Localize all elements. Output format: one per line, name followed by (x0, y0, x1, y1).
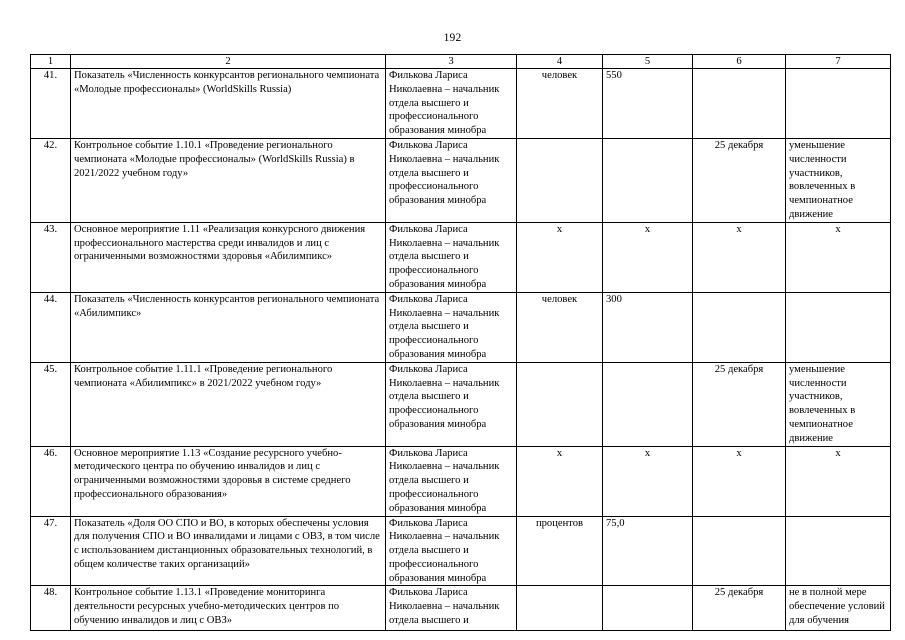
row-unit (517, 138, 603, 222)
row-name: Контрольное событие 1.13.1 «Проведение мониторинга деятельности ресурсных учебно-методических центров по обучению инвалидов и лиц с ОВЗ» (71, 586, 386, 631)
row-deadline: 25 декабря (693, 586, 786, 631)
row-responsible: Филькова Лариса Николаевна – начальник отдела высшего и (386, 586, 517, 631)
row-value (603, 586, 693, 631)
row-responsible: Филькова Лариса Николаевна – начальник отдела высшего и профессионального образования минобра (386, 292, 517, 362)
row-number: 48. (31, 586, 71, 631)
row-deadline: 25 декабря (693, 362, 786, 446)
row-name: Контрольное событие 1.11.1 «Проведение регионального чемпионата «Абилимпикс» в 2021/2022 учебном году» (71, 362, 386, 446)
row-deadline (693, 69, 786, 139)
row-name: Показатель «Численность конкурсантов регионального чемпионата «Молодые профессионалы» (WorldSkills Russia) (71, 69, 386, 139)
row-value (603, 362, 693, 446)
plan-table (30, 54, 891, 631)
row-value: x (603, 222, 693, 292)
table-row (31, 446, 891, 516)
table-row (31, 586, 891, 631)
table-row (31, 362, 891, 446)
table-row (31, 222, 891, 292)
row-deadline: 25 декабря (693, 138, 786, 222)
row-note: уменьшение численности участников, вовлеченных в чемпионатное движение (786, 138, 891, 222)
row-responsible: Филькова Лариса Николаевна – начальник отдела высшего и профессионального образования минобра (386, 69, 517, 139)
row-name: Основное мероприятие 1.11 «Реализация конкурсного движения профессионального мастерства среди инвалидов и лиц с ограниченными возможностями здоровья «Абилимпикс» (71, 222, 386, 292)
row-name: Контрольное событие 1.10.1 «Проведение регионального чемпионата «Молодые профессионалы» (WorldSkills Russia) в 2021/2022 учебном году» (71, 138, 386, 222)
row-number: 46. (31, 446, 71, 516)
row-number: 42. (31, 138, 71, 222)
row-note (786, 516, 891, 586)
row-unit (517, 586, 603, 631)
row-unit (517, 362, 603, 446)
row-note: не в полной мере обеспечение условий для обучения (786, 586, 891, 631)
row-name: Показатель «Доля ОО СПО и ВО, в которых обеспечены условия для получения СПО и ВО инвалидами и лицами с ОВЗ, в том числе с использованием дистанционных образовательных технологий, в общем количестве таких организаций» (71, 516, 386, 586)
table-row (31, 292, 891, 362)
row-unit: человек (517, 69, 603, 139)
row-number: 45. (31, 362, 71, 446)
row-value: 75,0 (603, 516, 693, 586)
row-value: 550 (603, 69, 693, 139)
column-header-1: 1 (31, 55, 71, 69)
row-deadline: x (693, 222, 786, 292)
column-header-5: 5 (603, 55, 693, 69)
row-note: уменьшение численности участников, вовлеченных в чемпионатное движение (786, 362, 891, 446)
row-unit: x (517, 222, 603, 292)
row-value: x (603, 446, 693, 516)
table-row (31, 516, 891, 586)
row-responsible: Филькова Лариса Николаевна – начальник отдела высшего и профессионального образования минобра (386, 222, 517, 292)
table-row (31, 138, 891, 222)
column-header-2: 2 (71, 55, 386, 69)
row-deadline (693, 292, 786, 362)
row-note (786, 292, 891, 362)
row-responsible: Филькова Лариса Николаевна – начальник отдела высшего и профессионального образования минобра (386, 446, 517, 516)
row-note: x (786, 222, 891, 292)
row-name: Основное мероприятие 1.13 «Создание ресурсного учебно-методического центра по обучению инвалидов и лиц с ограниченными возможностями здоровья в системе среднего профессионального образования» (71, 446, 386, 516)
table-row (31, 69, 891, 139)
page-number: 192 (443, 32, 462, 44)
row-number: 47. (31, 516, 71, 586)
row-note (786, 69, 891, 139)
column-number-row (31, 55, 891, 69)
row-name: Показатель «Численность конкурсантов регионального чемпионата «Абилимпикс» (71, 292, 386, 362)
row-unit: человек (517, 292, 603, 362)
column-header-7: 7 (786, 55, 891, 69)
row-number: 43. (31, 222, 71, 292)
column-header-6: 6 (693, 55, 786, 69)
row-number: 41. (31, 69, 71, 139)
row-responsible: Филькова Лариса Николаевна – начальник отдела высшего и профессионального образования минобра (386, 362, 517, 446)
row-responsible: Филькова Лариса Николаевна – начальник отдела высшего и профессионального образования минобра (386, 138, 517, 222)
row-note: x (786, 446, 891, 516)
row-responsible: Филькова Лариса Николаевна – начальник отдела высшего и профессионального образования минобра (386, 516, 517, 586)
row-number: 44. (31, 292, 71, 362)
row-value (603, 138, 693, 222)
column-header-3: 3 (386, 55, 517, 69)
column-header-4: 4 (517, 55, 603, 69)
row-deadline: x (693, 446, 786, 516)
row-unit: x (517, 446, 603, 516)
row-value: 300 (603, 292, 693, 362)
row-unit: процентов (517, 516, 603, 586)
row-deadline (693, 516, 786, 586)
